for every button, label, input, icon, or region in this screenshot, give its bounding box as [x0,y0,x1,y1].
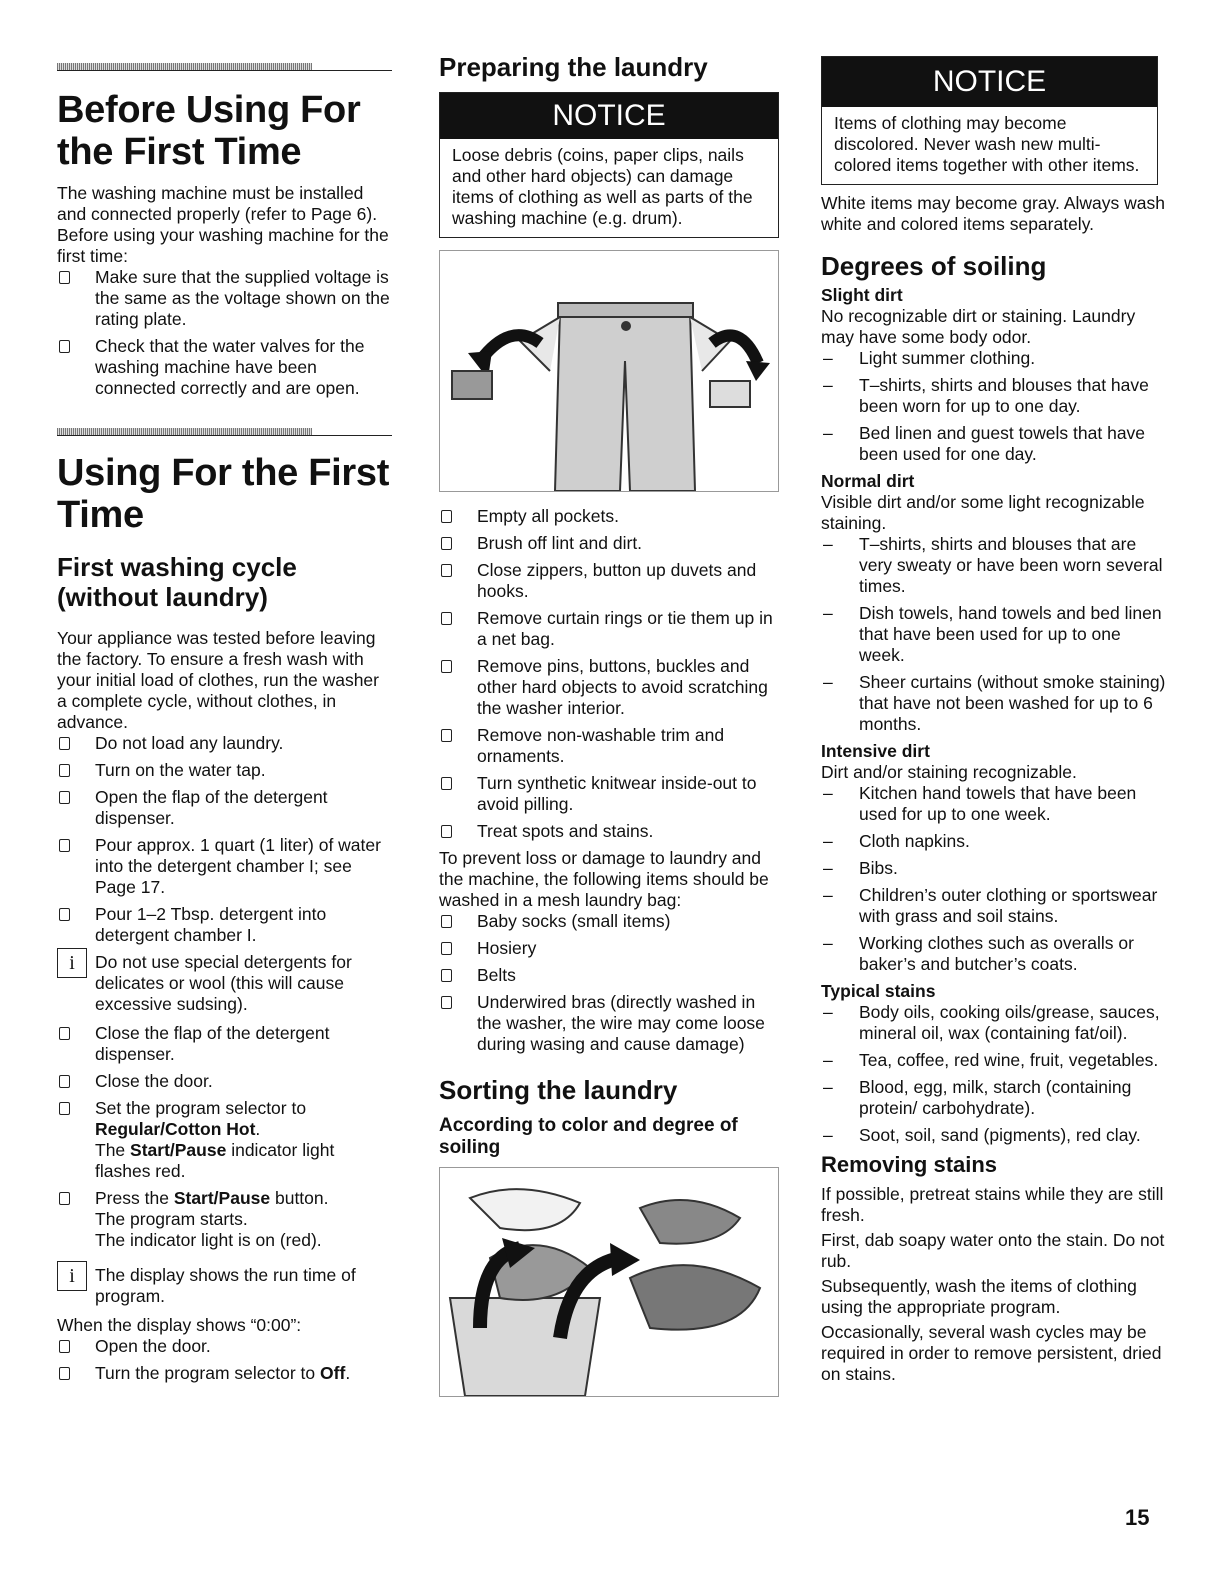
list-item: Belts [439,965,779,986]
slight-dirt-list [821,348,1166,465]
list-item: Make sure that the supplied voltage is the same as the voltage shown on the rating plate. [57,267,392,330]
checkbox-icon [441,564,452,577]
white-items-text: White items may become gray. Always wash white and colored items separately. [821,193,1165,234]
checkbox-icon [59,791,70,804]
notice-header: NOTICE [822,57,1157,107]
heading-using-first-time: Using For the First Time [57,452,390,536]
intensive-dirt-text: Dirt and/or staining recognizable. [821,762,1077,782]
steps-list-2 [57,1023,392,1251]
list-item: Baby socks (small items) [439,911,779,932]
section-rule [57,56,392,71]
notice-text: Items of clothing may become discolored. Never wash new multi-colored items together with other items. [834,113,1140,175]
sorting-subheading: According to color and degree of soiling [439,1115,738,1158]
checkbox-icon [441,612,452,625]
checkbox-icon [441,660,452,673]
list-item: – Light summer clothing. [823,348,1036,368]
intensive-dirt-heading: Intensive dirt [821,741,930,761]
typical-stains-list [821,1002,1166,1146]
checkbox-icon [59,1367,70,1380]
slight-dirt-text: No recognizable dirt or staining. Laundry may have some body odor. [821,306,1136,347]
heading-sorting-laundry: Sorting the laundry [439,1075,678,1105]
list-item: – Body oils, cooking oils/grease, sauces, mineral oil, wax (containing fat/oil). [823,1002,1160,1043]
info-note: i Do not use special detergents for delicates or wool (this will cause excessive sudsing). [57,952,392,1015]
normal-dirt-list [821,534,1166,735]
checkbox-icon [441,915,452,928]
list-item: Close the flap of the detergent dispenser. [57,1023,392,1065]
list-item: – T–shirts, shirts and blouses that are very sweaty or have been worn several times. [823,534,1163,596]
section-rule [57,421,392,436]
install-text: The washing machine must be installed and connected properly (refer to Page 6). [57,183,378,224]
checkbox-icon [59,1102,70,1115]
list-item: – Bibs. [823,858,898,878]
illustration-sorting [439,1167,779,1397]
notice-box [439,92,779,238]
before-text: Before using your washing machine for the first time: [57,225,389,266]
typical-stains-heading: Typical stains [821,981,936,1001]
checkbox-icon [59,340,70,353]
slight-dirt-heading: Slight dirt [821,285,903,305]
checkbox-icon [441,969,452,982]
column-left [57,0,392,1390]
list-item: Check that the water valves for the washing machine have been connected correctly and are open. [57,336,392,399]
checkbox-icon [59,737,70,750]
heading-degrees-soiling: Degrees of soiling [821,251,1047,281]
checkbox-icon [441,825,452,838]
list-item: – Sheer curtains (without smoke staining) that have not been washed for up to 6 months. [823,672,1166,734]
final-steps-list [57,1336,392,1384]
mesh-bag-text: To prevent loss or damage to laundry and the machine, the following items should be washed in a mesh laundry bag: [439,848,769,910]
preparation-checklist [439,506,779,842]
checkbox-icon [59,764,70,777]
removing-stains-heading: Removing stains [821,1152,998,1177]
normal-dirt-heading: Normal dirt [821,471,915,491]
list-item: – Kitchen hand towels that have been used for up to one week. [823,783,1137,824]
steps-list [57,733,392,946]
notice-box [821,56,1158,185]
heading-before-using: Before Using For the First Time [57,89,361,173]
checkbox-icon [441,777,452,790]
checkbox-icon [59,271,70,284]
list-item: Underwired bras (directly washed in the washer, the wire may come loose during wasing and cause damage) [439,992,779,1055]
when-text: When the display shows “0:00”: [57,1315,302,1335]
checkbox-icon [441,996,452,1009]
list-item: – T–shirts, shirts and blouses that have been worn for up to one day. [823,375,1149,416]
info-icon: i [57,948,87,978]
checkbox-icon [441,510,452,523]
illustration-emptying-pockets [439,250,779,492]
checkbox-icon [59,839,70,852]
removing-text-4: Occasionally, several wash cycles may be required in order to remove persistent, dried on stains. [821,1322,1162,1384]
list-item: Close the door. [57,1071,392,1092]
check-list-before [57,267,392,399]
list-item: Open the door. [57,1336,392,1357]
checkbox-icon [59,1027,70,1040]
sorting-basket-illustration [440,1168,778,1396]
normal-dirt-text: Visible dirt and/or some light recognizable staining. [821,492,1145,533]
info-note: i The display shows the run time of program. [57,1265,392,1307]
mesh-bag-list [439,911,779,1055]
column-middle [439,0,779,1397]
list-item: Turn on the water tap. [57,760,392,781]
list-item: – Cloth napkins. [823,831,970,851]
list-item: Close zippers, button up duvets and hooks. [439,560,779,602]
notice-text: Loose debris (coins, paper clips, nails and other hard objects) can damage items of clothing as well as parts of the washing machine (e.g. drum). [452,145,753,228]
list-item: – Tea, coffee, red wine, fruit, vegetables. [823,1050,1159,1070]
list-item: Set the program selector to Regular/Cotton Hot. The Start/Pause indicator light flashes red. [57,1098,392,1182]
info-icon: i [57,1261,87,1291]
checkbox-icon [441,729,452,742]
checkbox-icon [59,1075,70,1088]
tested-text: Your appliance was tested before leaving the factory. To ensure a fresh wash with your initial load of clothes, run the washer a complete cycle, without clothes, in advance. [57,628,379,732]
column-right [821,0,1166,1385]
list-item: Treat spots and stains. [439,821,779,842]
list-item: Remove curtain rings or tie them up in a net bag. [439,608,779,650]
list-item: Turn synthetic knitwear inside-out to avoid pilling. [439,773,779,815]
heading-preparing-laundry: Preparing the laundry [439,52,708,82]
list-item: – Soot, soil, sand (pigments), red clay. [823,1125,1141,1145]
list-item: Remove pins, buttons, buckles and other hard objects to avoid scratching the washer interior. [439,656,779,719]
checkbox-icon [59,1192,70,1205]
list-item: Empty all pockets. [439,506,779,527]
list-item: Turn the program selector to Off. [57,1363,392,1384]
list-item: – Dish towels, hand towels and bed linen that have been used for up to one week. [823,603,1162,665]
list-item: Remove non-washable trim and ornaments. [439,725,779,767]
list-item: Press the Start/Pause button. The program starts. The indicator light is on (red). [57,1188,392,1251]
trousers-pockets-illustration [440,251,778,491]
removing-text-2: First, dab soapy water onto the stain. Do not rub. [821,1230,1165,1271]
page-number: 15 [1125,1505,1150,1530]
checkbox-icon [59,1340,70,1353]
removing-text-3: Subsequently, wash the items of clothing using the appropriate program. [821,1276,1137,1317]
notice-header: NOTICE [440,93,778,139]
list-item: Brush off lint and dirt. [439,533,779,554]
list-item: – Bed linen and guest towels that have been used for one day. [823,423,1146,464]
list-item: Pour approx. 1 quart (1 liter) of water into the detergent chamber I; see Page 17. [57,835,392,898]
list-item: Do not load any laundry. [57,733,392,754]
checkbox-icon [59,908,70,921]
intensive-dirt-list [821,783,1166,975]
heading-first-washing-cycle: First washing cycle (without laundry) [57,552,297,612]
list-item: – Children’s outer clothing or sportswear with grass and soil stains. [823,885,1158,926]
checkbox-icon [441,537,452,550]
removing-text-1: If possible, pretreat stains while they are still fresh. [821,1184,1164,1225]
list-item: Hosiery [439,938,779,959]
list-item: – Working clothes such as overalls or baker’s and butcher’s coats. [823,933,1134,974]
list-item: Pour 1–2 Tbsp. detergent into detergent chamber I. [57,904,392,946]
list-item: – Blood, egg, milk, starch (containing protein/ carbohydrate). [823,1077,1132,1118]
list-item: Open the flap of the detergent dispenser. [57,787,392,829]
checkbox-icon [441,942,452,955]
